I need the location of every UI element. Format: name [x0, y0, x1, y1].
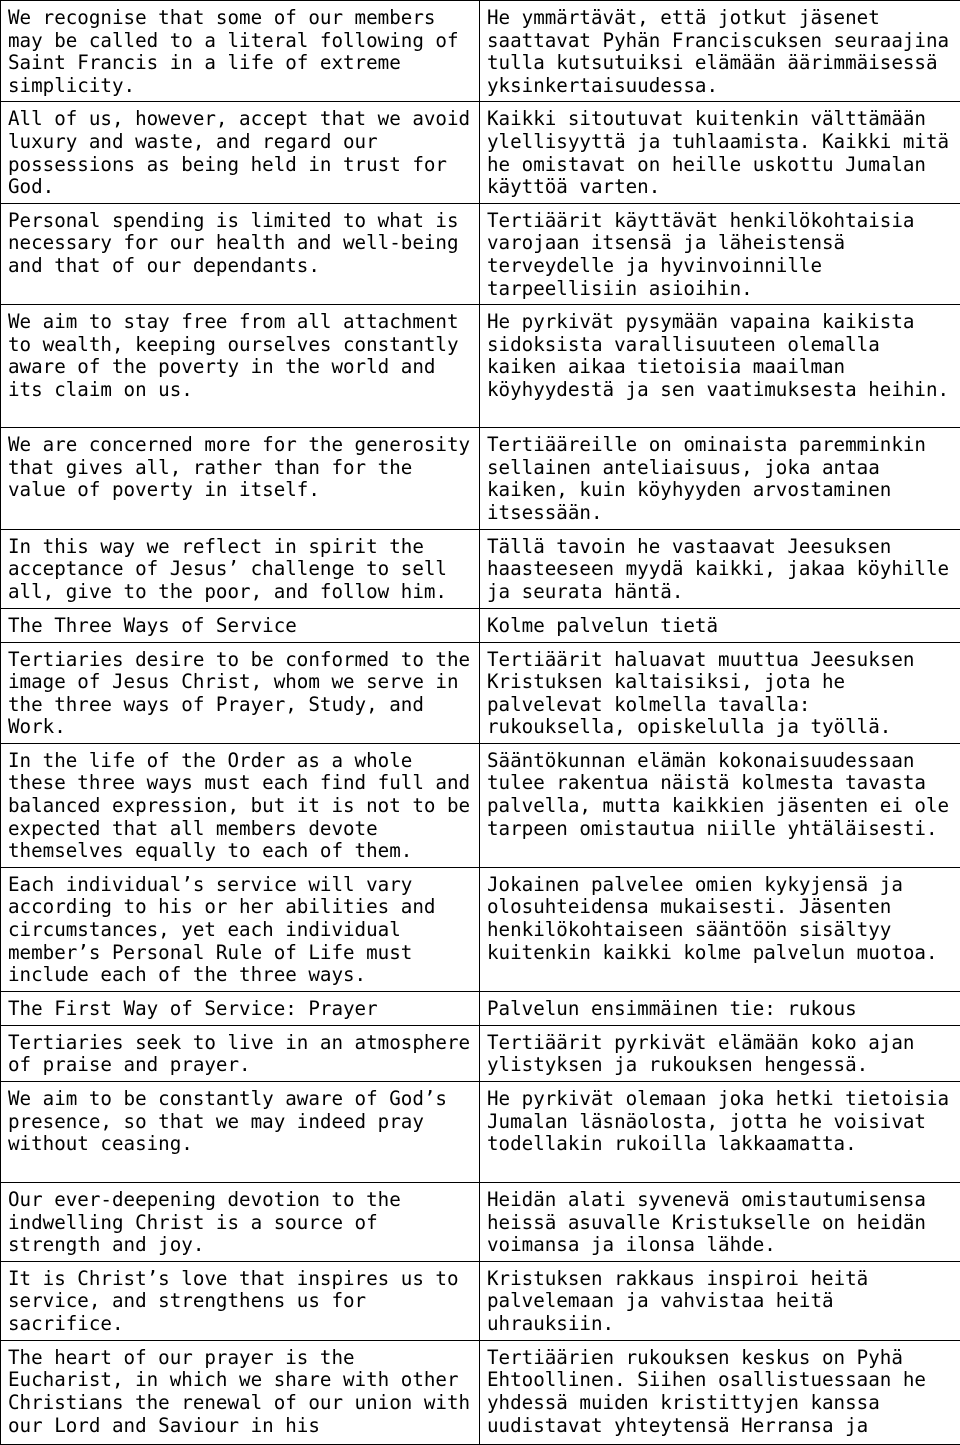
- finnish-cell: Kaikki sitoutuvat kuitenkin välttämään ylellisyyttä ja tuhlaamista. Kaikki mitä he omistavat on heille uskottu Jumalan käyttöä varten.: [480, 102, 960, 203]
- table-row: [1, 1261, 960, 1340]
- finnish-cell: He pyrkivät pysymään vapaina kaikista sidoksista varallisuuteen olemalla kaiken aikaa tietoisia maailman köyhyydestä ja sen vaatimuksesta heihin.: [480, 305, 960, 428]
- finnish-cell: Jokainen palvelee omien kykyjensä ja olosuhteidensa mukaisesti. Jäsenten henkilökohtaiseen sääntöön sisältyy kuitenkin kaikki kolme palvelun muotoa.: [480, 867, 960, 991]
- finnish-section-heading: Kolme palvelun tietä: [480, 608, 960, 642]
- finnish-cell: Tertiäärien rukouksen keskus on Pyhä Ehtoollinen. Siihen osallistuessaan he yhdessä muiden kristittyjen kanssa uudistavat yhteytensä Herransa ja: [480, 1340, 960, 1444]
- table-row: [1, 305, 960, 428]
- english-cell: We aim to stay free from all attachment to wealth, keeping ourselves constantly aware of the poverty in the world and its claim on us.: [1, 305, 480, 428]
- table-row: [1, 642, 960, 743]
- finnish-section-heading: Palvelun ensimmäinen tie: rukous: [480, 991, 960, 1025]
- table-row: [1, 1340, 960, 1444]
- table-row: [1, 529, 960, 608]
- english-cell: The heart of our prayer is the Eucharist, in which we share with other Christians the renewal of our union with our Lord and Saviour in his: [1, 1340, 480, 1444]
- english-cell: All of us, however, accept that we avoid luxury and waste, and regard our possessions as being held in trust for God.: [1, 102, 480, 203]
- english-cell: Personal spending is limited to what is necessary for our health and well-being and that of our dependants.: [1, 203, 480, 304]
- finnish-cell: Sääntökunnan elämän kokonaisuudessaan tulee rakentua näistä kolmesta tavasta palvella, mutta kaikkien jäsenten ei ole tarpeen omistautua niille yhtäläisesti.: [480, 743, 960, 867]
- english-cell: Tertiaries seek to live in an atmosphere of praise and prayer.: [1, 1025, 480, 1081]
- finnish-cell: He pyrkivät olemaan joka hetki tietoisia Jumalan läsnäolosta, jotta he voisivat todellakin rukoilla lakkaamatta.: [480, 1082, 960, 1183]
- finnish-cell: Tertiääreille on ominaista paremminkin sellainen anteliaisuus, joka antaa kaiken, kuin köyhyyden arvostaminen itsessään.: [480, 428, 960, 529]
- finnish-cell: Tertiäärit haluavat muuttua Jeesuksen Kristuksen kaltaisiksi, jota he palvelevat kolmella tavalla: rukouksella, opiskelulla ja työllä.: [480, 642, 960, 743]
- english-cell: Our ever-deepening devotion to the indwelling Christ is a source of strength and joy.: [1, 1183, 480, 1262]
- english-cell: Each individual’s service will vary according to his or her abilities and circumstances, yet each individual member’s Personal Rule of Life must include each of the three ways.: [1, 867, 480, 991]
- english-cell: It is Christ’s love that inspires us to service, and strengthens us for sacrifice.: [1, 1261, 480, 1340]
- finnish-cell: Kristuksen rakkaus inspiroi heitä palvelemaan ja vahvistaa heitä uhrauksiin.: [480, 1261, 960, 1340]
- english-cell: In the life of the Order as a whole these three ways must each find full and balanced expression, but it is not to be expected that all members devote themselves equally to each of them.: [1, 743, 480, 867]
- table-row: [1, 1025, 960, 1081]
- english-cell: In this way we reflect in spirit the acceptance of Jesus’ challenge to sell all, give to the poor, and follow him.: [1, 529, 480, 608]
- finnish-cell: Heidän alati syvenevä omistautumisensa heissä asuvalle Kristukselle on heidän voimansa ja ilonsa lähde.: [480, 1183, 960, 1262]
- finnish-cell: Tertiäärit pyrkivät elämään koko ajan ylistyksen ja rukouksen hengessä.: [480, 1025, 960, 1081]
- english-cell: Tertiaries desire to be conformed to the image of Jesus Christ, whom we serve in the three ways of Prayer, Study, and Work.: [1, 642, 480, 743]
- finnish-cell: Tertiäärit käyttävät henkilökohtaisia varojaan itsensä ja läheistensä terveydelle ja hyvinvoinnille tarpeellisiin asioihin.: [480, 203, 960, 304]
- finnish-cell: Tällä tavoin he vastaavat Jeesuksen haasteeseen myydä kaikki, jakaa köyhille ja seurata häntä.: [480, 529, 960, 608]
- english-section-heading: The First Way of Service: Prayer: [1, 991, 480, 1025]
- table-row: [1, 1082, 960, 1183]
- english-section-heading: The Three Ways of Service: [1, 608, 480, 642]
- table-row: [1, 867, 960, 991]
- table-row: [1, 1, 960, 102]
- section-heading-row: [1, 991, 960, 1025]
- section-heading-row: [1, 608, 960, 642]
- table-row: [1, 1183, 960, 1262]
- table-row: [1, 203, 960, 304]
- english-cell: We are concerned more for the generosity that gives all, rather than for the value of poverty in itself.: [1, 428, 480, 529]
- finnish-cell: He ymmärtävät, että jotkut jäsenet saattavat Pyhän Franciscuksen seuraajina tulla kutsutuiksi elämään äärimmäisessä yksinkertaisuudessa.: [480, 1, 960, 102]
- english-cell: We aim to be constantly aware of God’s presence, so that we may indeed pray without ceasing.: [1, 1082, 480, 1183]
- english-cell: We recognise that some of our members may be called to a literal following of Saint Francis in a life of extreme simplicity.: [1, 1, 480, 102]
- table-row: [1, 102, 960, 203]
- table-row: [1, 743, 960, 867]
- table-row: [1, 428, 960, 529]
